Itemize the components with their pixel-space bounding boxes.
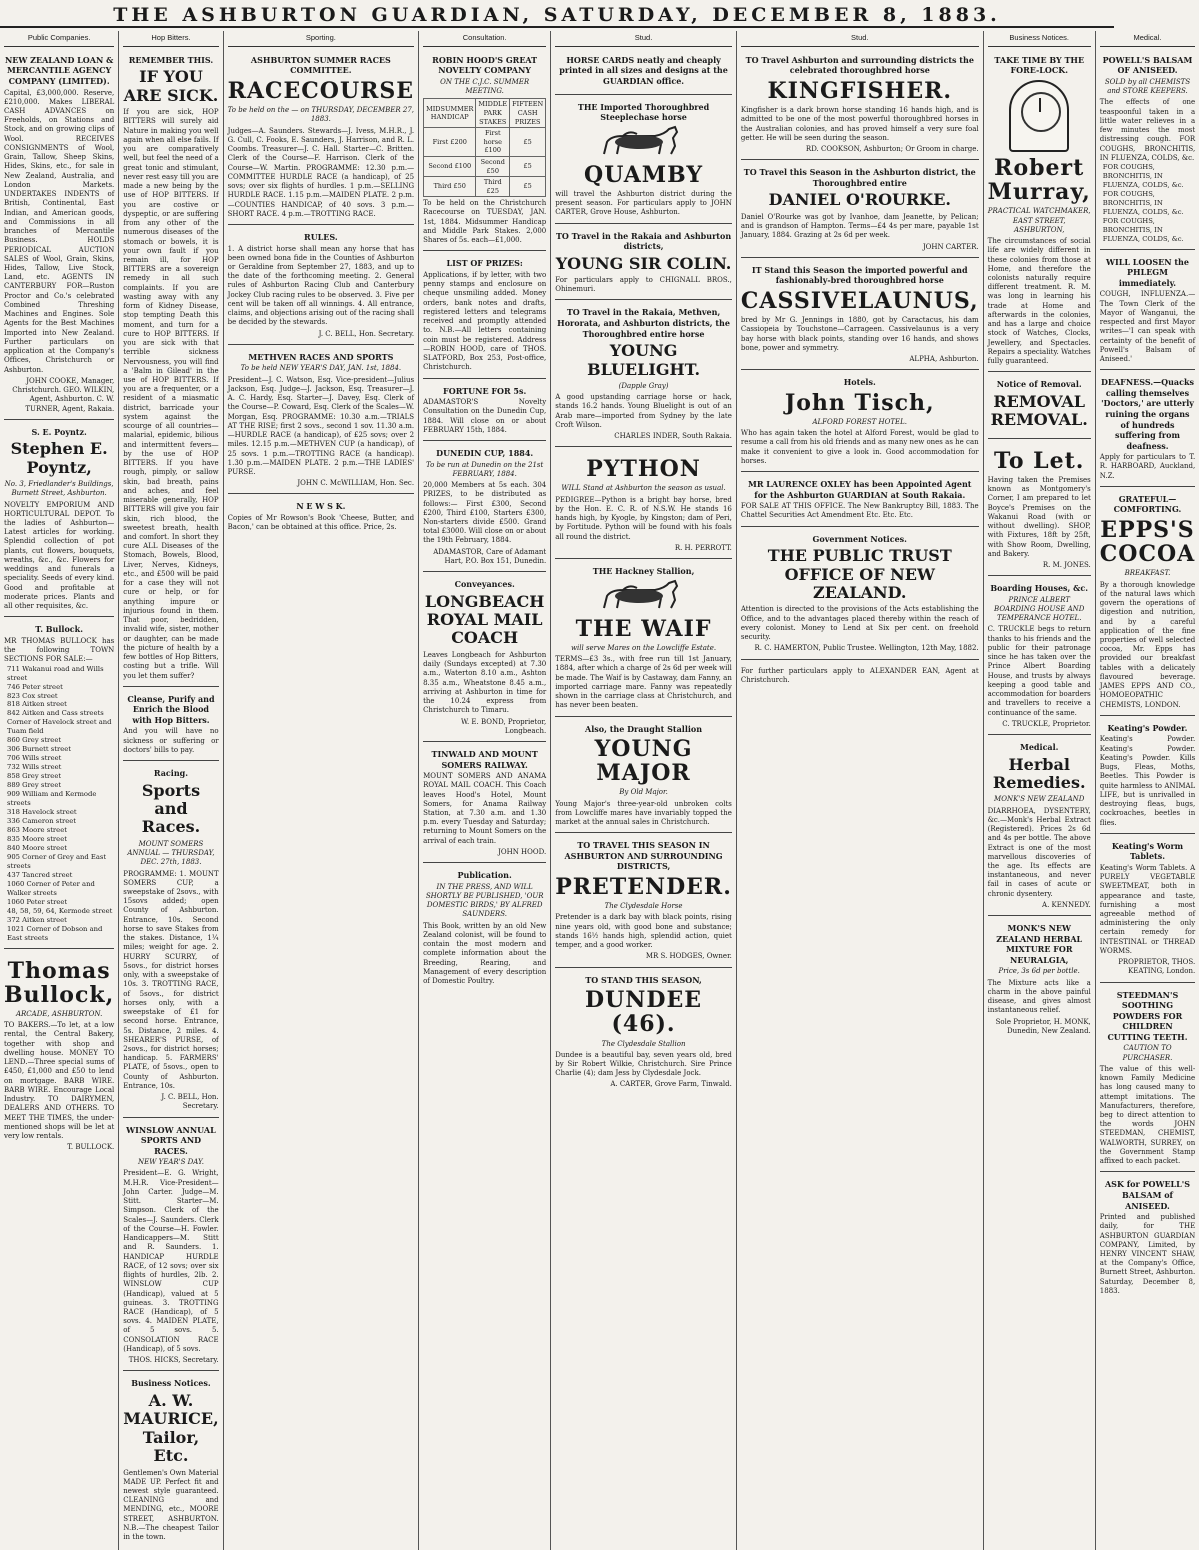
advertisement <box>741 475 979 527</box>
ad-body-text: TO BAKERS.—To let, at a low rental, the Central Bakery, together with shop and dwelling house. MONEY TO LEND.—Three special sums of £450, £1,000 and £50 to lend on mortgage. BARB WIRE. BARB WIRE. Encourage Local Industry. TO DAIRYMEN, DEALERS AND OTHERS. TO MEET THE TIMES, the under-mentioned shops will be let at very low rentals. <box>4 1021 115 1141</box>
column-5 <box>551 31 737 1550</box>
advertisement <box>4 51 114 420</box>
ad-subheading: PRINCE ALBERT BOARDING HOUSE AND TEMPERANCE HOTEL. <box>994 595 1085 623</box>
ad-body-text: bred by Mr G. Jennings in 1880, got by Caractacus, his dam Cassiopeia by Touchstone—Carrageen. Cassivelaunus is a very bay horse with black points, standing over 16 hands, and shows bone, power and symmetry. <box>740 316 979 352</box>
ad-headline: PYTHON <box>586 456 701 483</box>
column-1 <box>0 31 119 1550</box>
ad-title: WINSLOW ANNUAL SPORTS AND RACES. <box>126 1124 216 1156</box>
ad-title: TO Travel in the Rakaia, Methven, Hororata, and Ashburton districts, the Thoroughbred entire horse <box>557 307 730 339</box>
ad-subheading: The Clydesdale Stallion <box>601 1039 686 1048</box>
advertisement <box>4 423 114 618</box>
advertisement <box>228 51 414 225</box>
ad-body-text: President—E. G. Wright, M.H.R. Vice-President—John Carter. Judge—M. Stitt. Starter—M. Simpson. Clerk of the Scales—J. Saunders. Clerk of the Course—H. Fowler. Handicappers—M. Stitt and R. Saunders. 1. HANDICAP HURDLE RACE, of 12 sovs; over six flights of hurdles, 2lb. 2. WINSLOW CUP (Handicap), valued at 5 guineas. 3. TROTTING RACE (Handicap), of 5 sovs. 4. MAIDEN PLATE, of 5 sovs. 5. CONSOLATION RACE (Handicap), of 5 sovs. <box>123 1169 219 1353</box>
ad-body-text: Young Major's three-year-old unbroken colts from Lowcliffe mares have invariably topped the market at the annual sales in Christchurch. <box>555 799 732 827</box>
column-heading: Medical. <box>1100 31 1195 47</box>
ad-body-text: If you are sick, HOP BITTERS will surely aid Nature in making you well again when all else fails. If you are comparatively well, but feel the need of a great tonic and stimulant, never rest easy till you are made a new being by the use of HOP BITTERS. If you are costive or dyspeptic, or are suffering from any other of the numerous diseases of the stomach or bowels, it is your own fault if you remain ill, for HOP BITTERS are a sovereign remedy in all such complaints. If you are wasting away with any form of Kidney Disease, stop tempting Death this moment, and turn for a cure to HOP BITTERS. If you are sick with that terrible sickness Nervousness, you will find a 'Balm in Gilead' in the use of HOP BITTERS. If you are a frequenter, or a resident of a miasmatic district, barricade your system against the scourge of all countries—malarial, epidemic, bilious and intermittent fevers—by the use of HOP BITTERS. If you have rough, pimply, or sallow skin, bad breath, pains and aches, and feel miserable generally, HOP BITTERS will give you fair skin, rich blood, the sweetest breath, health and comfort. In short they cure ALL Diseases of the Stomach, Bowels, Blood, Liver, Nerves, Kidneys, etc., and £500 will be paid for a case they will not cure or help, or for anything impure or injurious found in them. That poor, bedridden, invalid wife, sister, mother or daughter, can be made the picture of health by a few bottles of Hop Bitters, costing but a trifle. Will you let them suffer? <box>123 108 219 680</box>
listing-item: 905 Corner of Grey and East streets <box>7 852 107 870</box>
prize-row <box>424 177 546 197</box>
ad-title: LIST OF PRIZES: <box>446 258 523 269</box>
ad-subheading: No. 3, Friedlander's Buildings, Burnett Street, Ashburton. <box>4 480 114 498</box>
advertisement <box>741 51 979 160</box>
ad-signature: T. BULLOCK. <box>67 1143 115 1152</box>
ad-body-text: Kingfisher is a dark brown horse standing 16 hands high, and is admitted to be one of the most powerful thoroughbred horses in the Australian colonies, and has proved himself a very sure foal getter. He will be seen during the season. <box>740 106 979 142</box>
ad-subheading: To be held on the — on THURSDAY, DECEMBER 27, 1883. <box>227 106 415 124</box>
column-heading: Stud. <box>741 31 979 47</box>
ad-signature: C. TRUCKLE, Proprietor. <box>1002 719 1091 728</box>
ad-signature: MR S. HODGES, Owner. <box>645 952 732 961</box>
advertisement <box>555 303 732 447</box>
advertisement <box>555 98 732 224</box>
ad-subheading: To be held NEW YEAR'S DAY, JAN. 1st, 1884. <box>240 364 402 373</box>
listing-item: 842 Aitken and Cass streets <box>7 709 104 718</box>
column-8 <box>1096 31 1199 1550</box>
ad-body-text: PEDIGREE—Python is a bright bay horse, bred by the Hon. E. C. R. of N.S.W. He stands 16 hands high, by Kyogle, by Kingston; dam of Peri, by Fortitude. Python will be found with his foals all round the district. <box>555 495 732 541</box>
ad-body-text: The circumstances of social life are widely different in these colonies from those at Home, and therefore the colonists naturally require different treatment. R. M. was long in learning his trade at Home and afterwards in the colonies, and has a large and choice stock of Watches, Clocks, Jewellery, and Spectacles. Repairs a speciality. Watches fully guaranteed. <box>987 237 1091 366</box>
column-heading: Consultation. <box>423 31 546 47</box>
ad-title: DEAFNESS.—Quacks calling themselves 'Doctors,' are utterly ruining the organs of hundreds suffering from deafness. <box>1100 377 1195 451</box>
advertisement <box>1100 719 1195 834</box>
advertisement <box>1100 1175 1195 1301</box>
ad-title: GRATEFUL—COMFORTING. <box>1113 493 1182 515</box>
ad-subheading: BREAKFAST. <box>1124 569 1171 578</box>
ad-signature: J. C. BELL, Hon. Secretary. <box>318 329 415 338</box>
masthead: THE ASHBURTON GUARDIAN, SATURDAY, DECEMBER 8, 1883. <box>0 0 1114 28</box>
advertisement <box>555 720 732 834</box>
ad-title: TAKE TIME BY THE FORE-LOCK. <box>994 54 1085 76</box>
prize-cell: £5 <box>510 177 546 197</box>
ad-headline: KINGFISHER. <box>767 77 953 104</box>
advertisement <box>4 952 114 1158</box>
ad-signature: RD. COOKSON, Ashburton; Or Groom in charge. <box>805 145 979 154</box>
ad-subheading: CAUTION TO PURCHASER. <box>1122 1044 1173 1062</box>
ad-title: Hotels. <box>843 377 876 388</box>
prize-cell: £5 <box>510 156 546 176</box>
ad-signature: R. M. JONES. <box>1042 560 1091 569</box>
advertisement <box>741 261 979 370</box>
ad-body-text: Apply for particulars to T. R. HARBOARD, Auckland, N.Z. <box>1099 453 1196 480</box>
advertisement <box>1100 986 1195 1173</box>
listing-item: 835 Moore street <box>7 835 67 843</box>
listing-item: 909 William and Kermode streets <box>7 790 97 808</box>
ad-title: Medical. <box>1019 742 1059 753</box>
ad-body-text: Who has again taken the hotel at Alford Forest, would be glad to resume a call from his old friends and as many new ones as he can make it convenient to give a look in. Good accommodation for horses. <box>740 429 979 465</box>
advertisement <box>988 375 1091 438</box>
advertisement <box>123 1374 218 1547</box>
ad-signature: JOHN COOKE, Manager, Christchurch. GEO. WILKIN, Agent, Ashburton. C. W. TURNER, Agent, Rakaia. <box>12 376 115 413</box>
ad-title: Government Notices. <box>812 533 907 544</box>
ad-body-text: MR THOMAS BULLOCK has the following TOWN SECTIONS FOR SALE:— <box>4 636 115 664</box>
advertisement <box>423 575 546 742</box>
prize-cell: FIFTEEN CASH PRIZES <box>510 99 546 128</box>
prize-cell: MIDSUMMER HANDICAP <box>424 99 476 128</box>
ad-signature: CHARLES INDER, South Rakaia. <box>614 432 732 441</box>
advertisement <box>423 444 546 572</box>
ad-title: FORTUNE FOR 5s. <box>443 385 527 396</box>
ad-body-text: This Book, written by an old New Zealand colonist, will be found to contain the most modern and complete information about the Breeding, Rearing, and Management of every description of Domestic Poultry. <box>423 921 547 986</box>
ad-headline: THE WAIF <box>575 615 712 642</box>
advertisement <box>423 51 546 252</box>
ad-subheading: IN THE PRESS, AND WILL SHORTLY BE PUBLISHED, 'OUR DOMESTIC BIRDS,' BY ALFRED SAUNDERS. <box>425 882 544 919</box>
advertisement <box>741 530 979 660</box>
ad-body-text: The value of this well-known Family Medicine has long caused many to attempt imitations. The Manufacturers, therefore, beg to direct attention to the words JOHN STEEDMAN, CHEMIST, WALWORTH, SURREY, on the Government Stamp affixed to each packet. <box>1099 1064 1196 1166</box>
ad-subheading: To be run at Dunedin on the 21st FEBRUARY, 1884. <box>425 460 544 478</box>
ad-body-text: Having taken the Premises known as Montgomery's Corner, I am prepared to let Boyce's Premises on the Wakanui Road (with or without dwelling). SHOP, with Fixtures, 18ft by 25ft, with Show Room, Dwelling, and Bakery. <box>987 475 1091 558</box>
ad-body-text: will travel the Ashburton district during the present season. For particulars apply to JOHN CARTER, Grove House, Ashburton. <box>555 189 732 217</box>
listing-item: 306 Burnett street <box>7 745 72 754</box>
ad-signature: A. KENNEDY. <box>1042 900 1091 909</box>
advertisement <box>123 764 218 1118</box>
listing-item: Corner of Havelock street and Tuam field <box>7 718 112 736</box>
ad-body-text: NOVELTY EMPORIUM AND HORTICULTURAL DEPOT. To the ladies of Ashburton—Latest articles for working. Splendid collection of pot plants, cut flowers, bouquets, wreaths, &c., &c. Flowers for weddings and funerals a speciality. Seeds of every kind. Good and profitable at moderate prices. Plants and all other requisites, &c. <box>4 500 115 611</box>
ad-body-text: Keating's Worm Tablets. A PURELY VEGETABLE SWEETMEAT, both in appearance and taste, furnishing a most agreeable method of administering the only certain remedy for INTESTINAL or THREAD WORMS. <box>1099 863 1196 955</box>
ad-title: Boarding Houses, &c. <box>990 583 1089 594</box>
ad-signature: THOS. HICKS, Secretary. <box>128 1356 219 1365</box>
advertisement <box>988 442 1091 577</box>
listing-item: 823 Cox street <box>7 691 58 700</box>
ad-title: TO TRAVEL THIS SEASON IN ASHBURTON AND SURROUNDING DISTRICTS, <box>564 840 723 872</box>
ad-title: Keating's Worm Tablets. <box>1111 840 1184 862</box>
ad-title: TO Travel this Season in the Ashburton district, the Thoroughbred entire <box>743 167 976 188</box>
ad-signature: R. H. PERROTT. <box>674 543 732 552</box>
ad-title: IT Stand this Season the imported powerful and fashionably-bred thoroughbred horse <box>751 264 968 286</box>
advertisement <box>741 163 979 257</box>
ad-title: DUNEDIN CUP, 1884. <box>436 448 534 459</box>
ad-headline: THE PUBLIC TRUST OFFICE OF NEW ZEALAND. <box>767 546 952 603</box>
advertisement <box>4 620 114 948</box>
ad-title: TO STAND THIS SEASON, <box>585 974 702 985</box>
ad-title: HORSE CARDS neatly and cheaply printed in all sizes and designs at the GUARDIAN office. <box>559 54 728 86</box>
ad-title: REMEMBER THIS. <box>128 54 214 65</box>
advertisement <box>555 971 732 1095</box>
advertisement <box>555 836 732 967</box>
advertisement <box>423 866 546 991</box>
ad-headline: Herbal Remedies. <box>992 754 1086 792</box>
ad-body-text: Printed and published daily, for THE ASHBURTON GUARDIAN COMPANY, Limited, by HENRY VINCENT SHAW, at the Company's Office, Burnett Street, Ashburton. Saturday, December 8, 1883. <box>1099 1213 1196 1295</box>
ad-title: T. Bullock. <box>35 624 83 635</box>
ad-headline: A. W. MAURICE, Tailor, Etc. <box>123 1390 219 1466</box>
listing-item: 840 Moore street <box>7 843 67 852</box>
listing-item: 318 Havelock street <box>7 808 77 817</box>
ad-title: Conveyances. <box>454 579 515 590</box>
listing-item: 48, 58, 59, 64, Kermode street <box>7 906 113 915</box>
ad-subheading: By Old Major. <box>619 788 668 797</box>
ad-headline: EPPS'S COCOA <box>1099 516 1196 568</box>
advertisement <box>423 254 546 378</box>
ad-headline: Stephen E. Poyntz, <box>10 439 108 477</box>
listing-item: 437 Tancred street <box>7 870 73 879</box>
listing-item: 711 Wakanui road and Wills street <box>7 664 104 682</box>
ad-subheading: (Dapple Gray) <box>618 381 669 390</box>
prize-cell: Second £50 <box>476 156 510 176</box>
ad-body-text: A good upstanding carriage horse or hack, stands 16.2 hands. Young Bluelight is out of an Arab mare—imported from Sydney by the late Croft Wilson. <box>555 393 732 429</box>
advertisement <box>988 919 1091 1041</box>
listing-item: FOR COUGHS, BRONCHITIS, IN FLUENZA, COLDS, &c. <box>1102 216 1184 243</box>
ad-body-text: To be held on the Christchurch Racecourse on TUESDAY, JAN. 1st, 1884. Midsummer Handicap and Middle Park Stakes. 2,000 Shares of 5s. each—£1,000. <box>423 199 547 245</box>
ad-headline: To Let. <box>993 447 1085 474</box>
ad-signature: JOHN CARTER. <box>922 242 979 251</box>
column-heading: Hop Bitters. <box>123 31 218 47</box>
prize-cell: £5 <box>510 128 546 157</box>
ad-headline: CASSIVELAUNUS, <box>740 287 979 314</box>
advertisement <box>555 562 732 716</box>
advertisement <box>423 745 546 863</box>
ad-title: TO Travel in the Rakaia and Ashburton districts, <box>555 230 732 252</box>
ad-body-text: 1. A district horse shall mean any horse that has been owned bona fide in the Counties of Ashburton or Geraldine from September 27, 1883, and up to the date of the forthcoming meeting. 2. General rules of Ashburton Racing Club and Canterbury Jockey Club racing rules to be observed. 3. Five per cent will be taken off all winnings. 4. All entrance, claims, and objections arising out of the racing shall be decided by the stewards. <box>227 244 415 327</box>
ad-body-text: ADAMASTOR'S Novelty Consultation on the Dunedin Cup, 1884. Will close on or about FEBRUARY 15th, 1884. <box>423 398 547 434</box>
ad-title: POWELL'S BALSAM OF ANISEED. <box>1102 54 1193 76</box>
column-2 <box>119 31 223 1550</box>
ad-body-text: And you will have no sickness or suffering or doctors' bills to pay. <box>123 727 219 754</box>
advertisement <box>1100 51 1195 250</box>
ad-signature: J. C. BELL, Hon. Secretary. <box>161 1093 219 1111</box>
ad-body-text: Daniel O'Rourke was got by Ivanhoe, dam Jeanette, by Pelican; and is grandson of Hampton. Terms—£4 4s per mare, payable 1st January, 1884. Grazing at 2s 6d per week. <box>740 212 979 240</box>
column-7 <box>984 31 1096 1550</box>
ad-signature: JOHN C. McWILLIAM, Hon. Sec. <box>297 479 415 488</box>
advertisement <box>423 382 546 441</box>
ad-signature: R. C. HAMERTON, Public Trustee. Wellington, 12th May, 1882. <box>754 644 979 653</box>
prize-cell: Third £25 <box>476 177 510 197</box>
ad-body-text: Pretender is a dark bay with black points, rising nine years old, with good bone and substance; stands 16½ hands high, splendid action, quiet temper, and a good worker. <box>555 913 732 950</box>
listing-item: 1021 Corner of Dobson and East streets <box>7 924 103 942</box>
ad-title: MR LAURENCE OXLEY has been Appointed Agent for the Ashburton GUARDIAN at South Rakaia. <box>748 479 972 500</box>
page-columns <box>0 31 1196 1542</box>
ad-body-text: Keating's Powder. Keating's Powder. Keating's Powder. Kills Bugs, Fleas, Moths, Beetles. This Powder is quite harmless to ANIMAL LIFE, but is unrivalled in destroying fleas, bugs, cockroaches, beetles in flies. <box>1099 735 1196 827</box>
ad-subheading: MONK'S NEW ZEALAND <box>994 795 1085 804</box>
advertisement <box>1100 373 1195 487</box>
ad-headline: PRETENDER. <box>555 874 732 900</box>
ad-title: TINWALD AND MOUNT SOMERS RAILWAY. <box>431 748 538 770</box>
ad-signature: PROPRIETOR, THOS. KEATING, London. <box>1118 958 1196 976</box>
ad-body-text: Leaves Longbeach for Ashburton daily (Sundays excepted) at 7.30 a.m., Waterton 8.10 a.m., Ashton 8.35 a.m., Wheatstone 8.45 a.m., arriving at Ashburton in time for the 10.24 express from Christchurch to Timaru. <box>423 650 547 715</box>
ad-body-text: Attention is directed to the provisions of the Acts establishing the Office, and to the advantages placed thereby within the reach of every colonist. Money to Lend at Six per cent. on freehold security. <box>740 605 979 642</box>
ad-title: RULES. <box>304 231 338 242</box>
ad-headline: YOUNG BLUELIGHT. <box>587 341 701 379</box>
listing-item: FOR COUGHS, BRONCHITIS, IN FLUENZA, COLDS, &c. <box>1102 163 1184 190</box>
ad-body-text: For particulars apply to CHIGNALL BROS., Ohinemuri. <box>555 276 732 294</box>
ad-body-text: Gentlemen's Own Material MADE UP. Perfect fit and newest style guaranteed. CLEANING and MENDING, etc., MOORE STREET, ASHBURTON. N.B.—The cheapest Tailor in the town. <box>123 1468 219 1542</box>
ad-subheading: WILL Stand at Ashburton the season as usual. <box>561 484 726 493</box>
ad-headline: QUAMBY <box>584 161 704 188</box>
prize-cell: MIDDLE PARK STAKES <box>476 99 510 128</box>
ad-title: WILL LOOSEN the PHLEGM immediately. <box>1106 256 1189 288</box>
advertisement <box>1100 837 1195 983</box>
ad-body-text: President—J. C. Watson, Esq. Vice-president—Julius Jackson, Esq. Judge—J. Jackson, Esq. Treasurer—J. A. C. Hardy, Esq. Starter—J. Davey, Esq. Clerk of the Course—P. Coward, Esq. Clerk of the Scales—W. Morgan, Esq. PROGRAMME: 10.30 a.m.—TRIALS AT THE RISE; first 2 sovs., second 1 sov. 11.30 a.m.—HURDLE RACE (a handicap), of £25 sovs; over 2 miles. 12.15 p.m.—METHVEN CUP (a handicap), of 25 sovs. 1 p.m.—TROTTING RACE (a handicap). 1.30 p.m.—MAIDEN PLATE. 2 p.m.—THE LADIES' PURSE. <box>227 375 415 476</box>
column-4 <box>419 31 551 1550</box>
advertisement <box>228 348 414 495</box>
ad-body-text: COUGH, INFLUENZA.—The Town Clerk of the Mayor of Wanganui, the respected and first Mayor writes—'I can speak with certainty of the benefit of Powell's Balsam of Aniseed.' <box>1099 290 1196 364</box>
ad-title: ROBIN HOOD'S GREAT NOVELTY COMPANY <box>432 54 538 76</box>
listing-item: 863 Moore street <box>7 826 67 835</box>
advertisement <box>988 579 1091 735</box>
ad-signature: W. E. BOND, Proprietor, Longbeach. <box>460 717 547 735</box>
ad-title: Cleanse, Purify and Enrich the Blood with Hop Bitters. <box>127 693 215 725</box>
listing-item: 746 Peter street <box>7 682 63 691</box>
ad-title: ASHBURTON SUMMER RACES COMMITTEE. <box>250 54 391 76</box>
ad-title: Publication. <box>457 870 512 881</box>
ad-title: MONK'S NEW ZEALAND HERBAL MIXTURE FOR NEURALGIA, <box>996 923 1083 965</box>
listing-item: 1060 Corner of Peter and Walker streets <box>7 879 95 897</box>
ad-title: STEEDMAN'S SOOTHING POWDERS FOR CHILDREN CUTTING TEETH. <box>1107 989 1188 1042</box>
ad-title: THE Hackney Stallion, <box>592 566 695 577</box>
advertisement <box>555 450 732 559</box>
prize-row <box>424 156 546 176</box>
ad-body-text: TERMS—£3 3s., with free run till 1st January, 1884, after which a charge of 2s 6d per week will be made. The Waif is by Castaway, dam Fanny, an imported carriage mare. Fanny was repeatedly shown in the carriage class at Christchurch, and has never been beaten. <box>555 655 732 710</box>
column-heading: Stud. <box>555 31 732 47</box>
ad-body-text: FOR SALE AT THIS OFFICE. The New Bankruptcy Bill, 1883. The Chattel Securities Act Amendment Etc. Etc. Etc. <box>740 502 979 520</box>
ad-subheading: will serve Mares on the Lowcliffe Estate. <box>571 643 717 652</box>
ad-title: TO Travel Ashburton and surrounding districts the celebrated thoroughbred horse <box>745 54 974 76</box>
prize-cell: Third £50 <box>424 177 476 197</box>
advertisement <box>988 738 1091 916</box>
ad-signature: A. CARTER, Grove Farm, Tinwald. <box>610 1080 732 1089</box>
ad-headline: YOUNG SIR COLIN. <box>555 253 732 273</box>
ad-title: Also, the Draught Stallion <box>585 723 703 734</box>
ad-body-text: Copies of Mr Rowson's Book 'Cheese, Butter, and Bacon,' can be obtained at this office. Price, 2s. <box>227 514 415 532</box>
listing-item: 372 Aitken street <box>7 915 67 924</box>
listing-item: 732 Wills street <box>7 763 62 772</box>
ad-headline: Robert Murray, <box>987 154 1091 206</box>
horse-illustration <box>589 580 699 614</box>
ad-headline: REMOVAL REMOVAL. <box>990 391 1088 430</box>
advertisement <box>123 1121 218 1372</box>
ad-title: Business Notices. <box>131 1378 211 1389</box>
ad-headline: John Tisch, <box>784 389 935 416</box>
advertisement <box>555 51 732 95</box>
prize-cell: Second £100 <box>424 156 476 176</box>
ad-body-text: DIARRHOEA, DYSENTERY, &c.—Monk's Herbal Extract (Registered). Prices 2s 6d and 4s per bottle. The above Extract is one of the most marvellous discoveries of the age. Its effects are instantaneous, and never fail in cases of acute or chronic dysentery. <box>987 806 1091 898</box>
column-6 <box>737 31 984 1550</box>
ad-body-text: For further particulars apply to ALEXANDER EAN, Agent at Christchurch. <box>740 666 979 684</box>
column-heading: Sporting. <box>228 31 414 47</box>
listing-item: 860 Grey street <box>7 736 62 745</box>
advertisement <box>741 663 979 690</box>
prize-row <box>424 99 546 128</box>
ad-body-text: The effects of one teaspoonful taken in a little water relieves in a few minutes the most distressing cough. FOR COUGHS, BRONCHITIS, IN FLUENZA, COLDS, &c. <box>1099 98 1196 162</box>
ad-subheading: ON THE C.J.C. SUMMER MEETING. <box>440 77 530 96</box>
ad-body-text: MOUNT SOMERS AND ANAMA ROYAL MAIL COACH. This Coach leaves Hood's Hotel, Mount Somers, for Anama Railway Station, at 7.30 a.m. and 1.30 p.m. every Tuesday and Saturday; returning to Mount Somers on the arrival of each train. <box>423 772 547 845</box>
advertisement <box>988 51 1091 372</box>
advertisement <box>228 497 414 537</box>
listing-item: 706 Wills street <box>7 754 62 763</box>
ad-body-text: PROGRAMME: 1. MOUNT SOMERS CUP, a sweepstake of 2sovs., with 15sovs added; open County of Ashburton. Entrance, 10s. Second horse to save Stakes from the stakes. Distance, 1¼ miles; weight for age. 2. HURRY SCURRY, of 5sovs., for district horses only, with a sweepstake of 10s. 3. TROTTING RACE, of 5sovs., for district horses only, with a sweepstake of £1 for second horse. Entrance, 5s. Distance, 2 miles. 4. SHEARER'S PURSE, of 2sovs., for district horses; handicap. 5. FARMERS' PLATE, of 5sovs., open to County of Ashburton. Entrance, 10s. <box>123 869 219 1090</box>
ad-body-text: Dundee is a beautiful bay, seven years old, bred by Sir Robert Wilkie, Christchurch. Sire Prince Charlie (4); dam Jess by Clydesdale Jock. <box>555 1050 732 1078</box>
ad-body-text: Applications, if by letter, with two penny stamps and enclosure on cheque unsmiling added. Money orders, bank notes and drafts, registered letters and telegrams received and promptly attended to. N.B.—All letters containing coin must be registered. Address—ROBIN HOOD, care of THOS. SLATFORD, Box 253, Post-office, Christchurch. <box>423 270 547 372</box>
ad-subheading: Price, 3s 6d per bottle. <box>998 967 1080 976</box>
advertisement <box>1100 490 1195 716</box>
ad-signature: ALPHA, Ashburton. <box>909 354 979 363</box>
ad-title: METHVEN RACES AND SPORTS <box>248 351 394 362</box>
ad-body-text: By a thorough knowledge of the natural laws which govern the operations of digestion and nutrition, and by a careful application of the fine properties of well selected cocoa, Mr. Epps has provided our breakfast tables with a delicately flavoured beverage. JAMES EPPS AND CO., HOMOEOPATHIC CHEMISTS, LONDON. <box>1099 580 1196 709</box>
ad-headline: Thomas Bullock, <box>4 957 115 1008</box>
listing-item: 889 Grey street <box>7 781 62 790</box>
ad-body-text: C. TRUCKLE begs to return thanks to his friends and the public for their patronage since he has taken over the Prince Albert Boarding House, and trusts by always keeping a good table and accommodation for boarders and travellers to receive a continuance of the same. <box>987 625 1091 717</box>
advertisement <box>228 228 414 345</box>
advertisement <box>123 690 218 761</box>
ad-title: Keating's Powder. <box>1107 722 1188 733</box>
ad-title: S. E. Poyntz. <box>31 426 87 437</box>
ad-headline: RACECOURSE <box>227 77 415 104</box>
ad-signature: JOHN HOOD. <box>498 847 547 856</box>
ad-subheading: NEW YEAR'S DAY. <box>137 1158 204 1167</box>
prize-cell: First horse £100 <box>476 128 510 157</box>
ad-title: NEW ZEALAND LOAN & MERCANTILE AGENCY COMPANY (LIMITED). <box>4 54 114 86</box>
clock-illustration <box>1009 80 1069 152</box>
ad-body-text: 20,000 Members at 5s each. 304 PRIZES, to be distributed as follows:— First £300, Second £200, Third £100, Starters £300, Non-starters divide £500. Grand total £3000. Will close on or about the 19th February, 1884. <box>423 481 547 545</box>
ad-subheading: PRACTICAL WATCHMAKER, EAST STREET, ASHBURTON, <box>987 207 1091 234</box>
ad-subheading: MOUNT SOMERS ANNUAL — THURSDAY, DEC. 27th, 1883. <box>127 839 215 867</box>
prize-cell: First £200 <box>424 128 476 157</box>
ad-headline: DUNDEE (46). <box>585 987 703 1038</box>
listing-item: 336 Cameron street <box>7 817 76 826</box>
column-heading: Business Notices. <box>988 31 1091 47</box>
ad-subheading: ALFORD FOREST HOTEL. <box>812 417 908 426</box>
ad-title: N E W S K. <box>296 501 346 512</box>
listing-item: 818 Aitken street <box>7 700 67 709</box>
ad-headline: Sports and Races. <box>141 780 201 837</box>
ad-headline: IF YOU ARE SICK. <box>123 67 219 105</box>
advertisement <box>1100 253 1195 371</box>
advertisement <box>123 51 218 687</box>
ad-title: Racing. <box>153 768 189 779</box>
ad-title: Notice of Removal. <box>996 379 1082 390</box>
ad-title: THE Imported Thoroughbred Steeplechase horse <box>577 101 710 123</box>
ad-body-text: Judges—A. Saunders. Stewards—J. Ivess, M.H.R., J. G. Cull, C. Fooks, E. Saunders, J. Harrison, and R. L. Coombs. Treasurer—J. C. Hall. Starter—C. Britten. Clerk of the Course—F. Harrison. Clerk of the Course—W. Martin. PROGRAMME: 12.30 p.m.—COMMITTEE HURDLE RACE (a handicap), of 25 sovs; over six flights of hurdles. 1 p.m.—SELLING HURDLE RACE. 1.15 p.m.—MAIDEN PLATE. 2 p.m.—COUNTIES HANDICAP, of 40 sovs. 3 p.m.—SHORT RACE. 4 p.m.—TROTTING RACE. <box>227 126 415 218</box>
ad-headline: LONGBEACH ROYAL MAIL COACH <box>424 591 545 648</box>
advertisement <box>741 373 979 472</box>
column-heading: Public Companies. <box>4 31 114 47</box>
listing-item: FOR COUGHS, BRONCHITIS, IN FLUENZA, COLDS, &c. <box>1102 190 1184 216</box>
ad-signature: ADAMASTOR, Care of Adamant Hart, P.O. Box 151, Dunedin. <box>433 547 547 565</box>
ad-body-text: Capital, £3,000,000. Reserve, £210,000. Makes LIBERAL CASH ADVANCES on Freeholds, on Stations and Stock, and on growing clips of Wool. RECEIVES CONSIGNMENTS of Wool, Grain, Tallow, Sheep Skins, Hides, Skins, etc., for sale in New Zealand, Australia, and London Markets. UNDERTAKES INDENTS of British, Continental, East Indian, and American goods, and Commissions in all branches of Mercantile Business. HOLDS PERIODICAL AUCTION SALES of Wool, Grain, Skins, Hides, Tallow, Live Stock, Land, etc. AGENTS IN CANTERBURY FOR—Ruston Proctor and Co.'s celebrated Combined Threshing Machines and Engines. Sole Agents for the Best Machines Imported into New Zealand. Further particulars on application at the Company's Offices, Christchurch or Ashburton. <box>4 88 115 374</box>
ad-subheading: SOLD by all CHEMISTS and STORE KEEPERS. <box>1104 77 1191 96</box>
listing-item: 858 Grey street <box>7 772 62 781</box>
prize-row <box>424 128 546 157</box>
ad-subheading: ARCADE, ASHBURTON. <box>15 1010 103 1018</box>
ad-headline: DANIEL O'ROURKE. <box>768 190 951 210</box>
prize-table <box>423 98 546 197</box>
ad-headline: YOUNG MAJOR <box>594 736 693 787</box>
listing-item: 1060 Peter street <box>7 897 68 906</box>
ad-body-text: The Mixture acts like a charm in the above painful disease, and gives almost instantaneous relief. <box>987 978 1091 1015</box>
ad-signature: Sole Proprietor, H. MONK, Dunedin, New Zealand. <box>995 1017 1091 1035</box>
advertisement <box>555 227 732 301</box>
ad-title: ASK for POWELL'S BALSAM of ANISEED. <box>1104 1179 1191 1211</box>
ad-subheading: The Clydesdale Horse <box>604 902 683 911</box>
column-3 <box>224 31 419 1550</box>
horse-illustration <box>589 126 699 160</box>
